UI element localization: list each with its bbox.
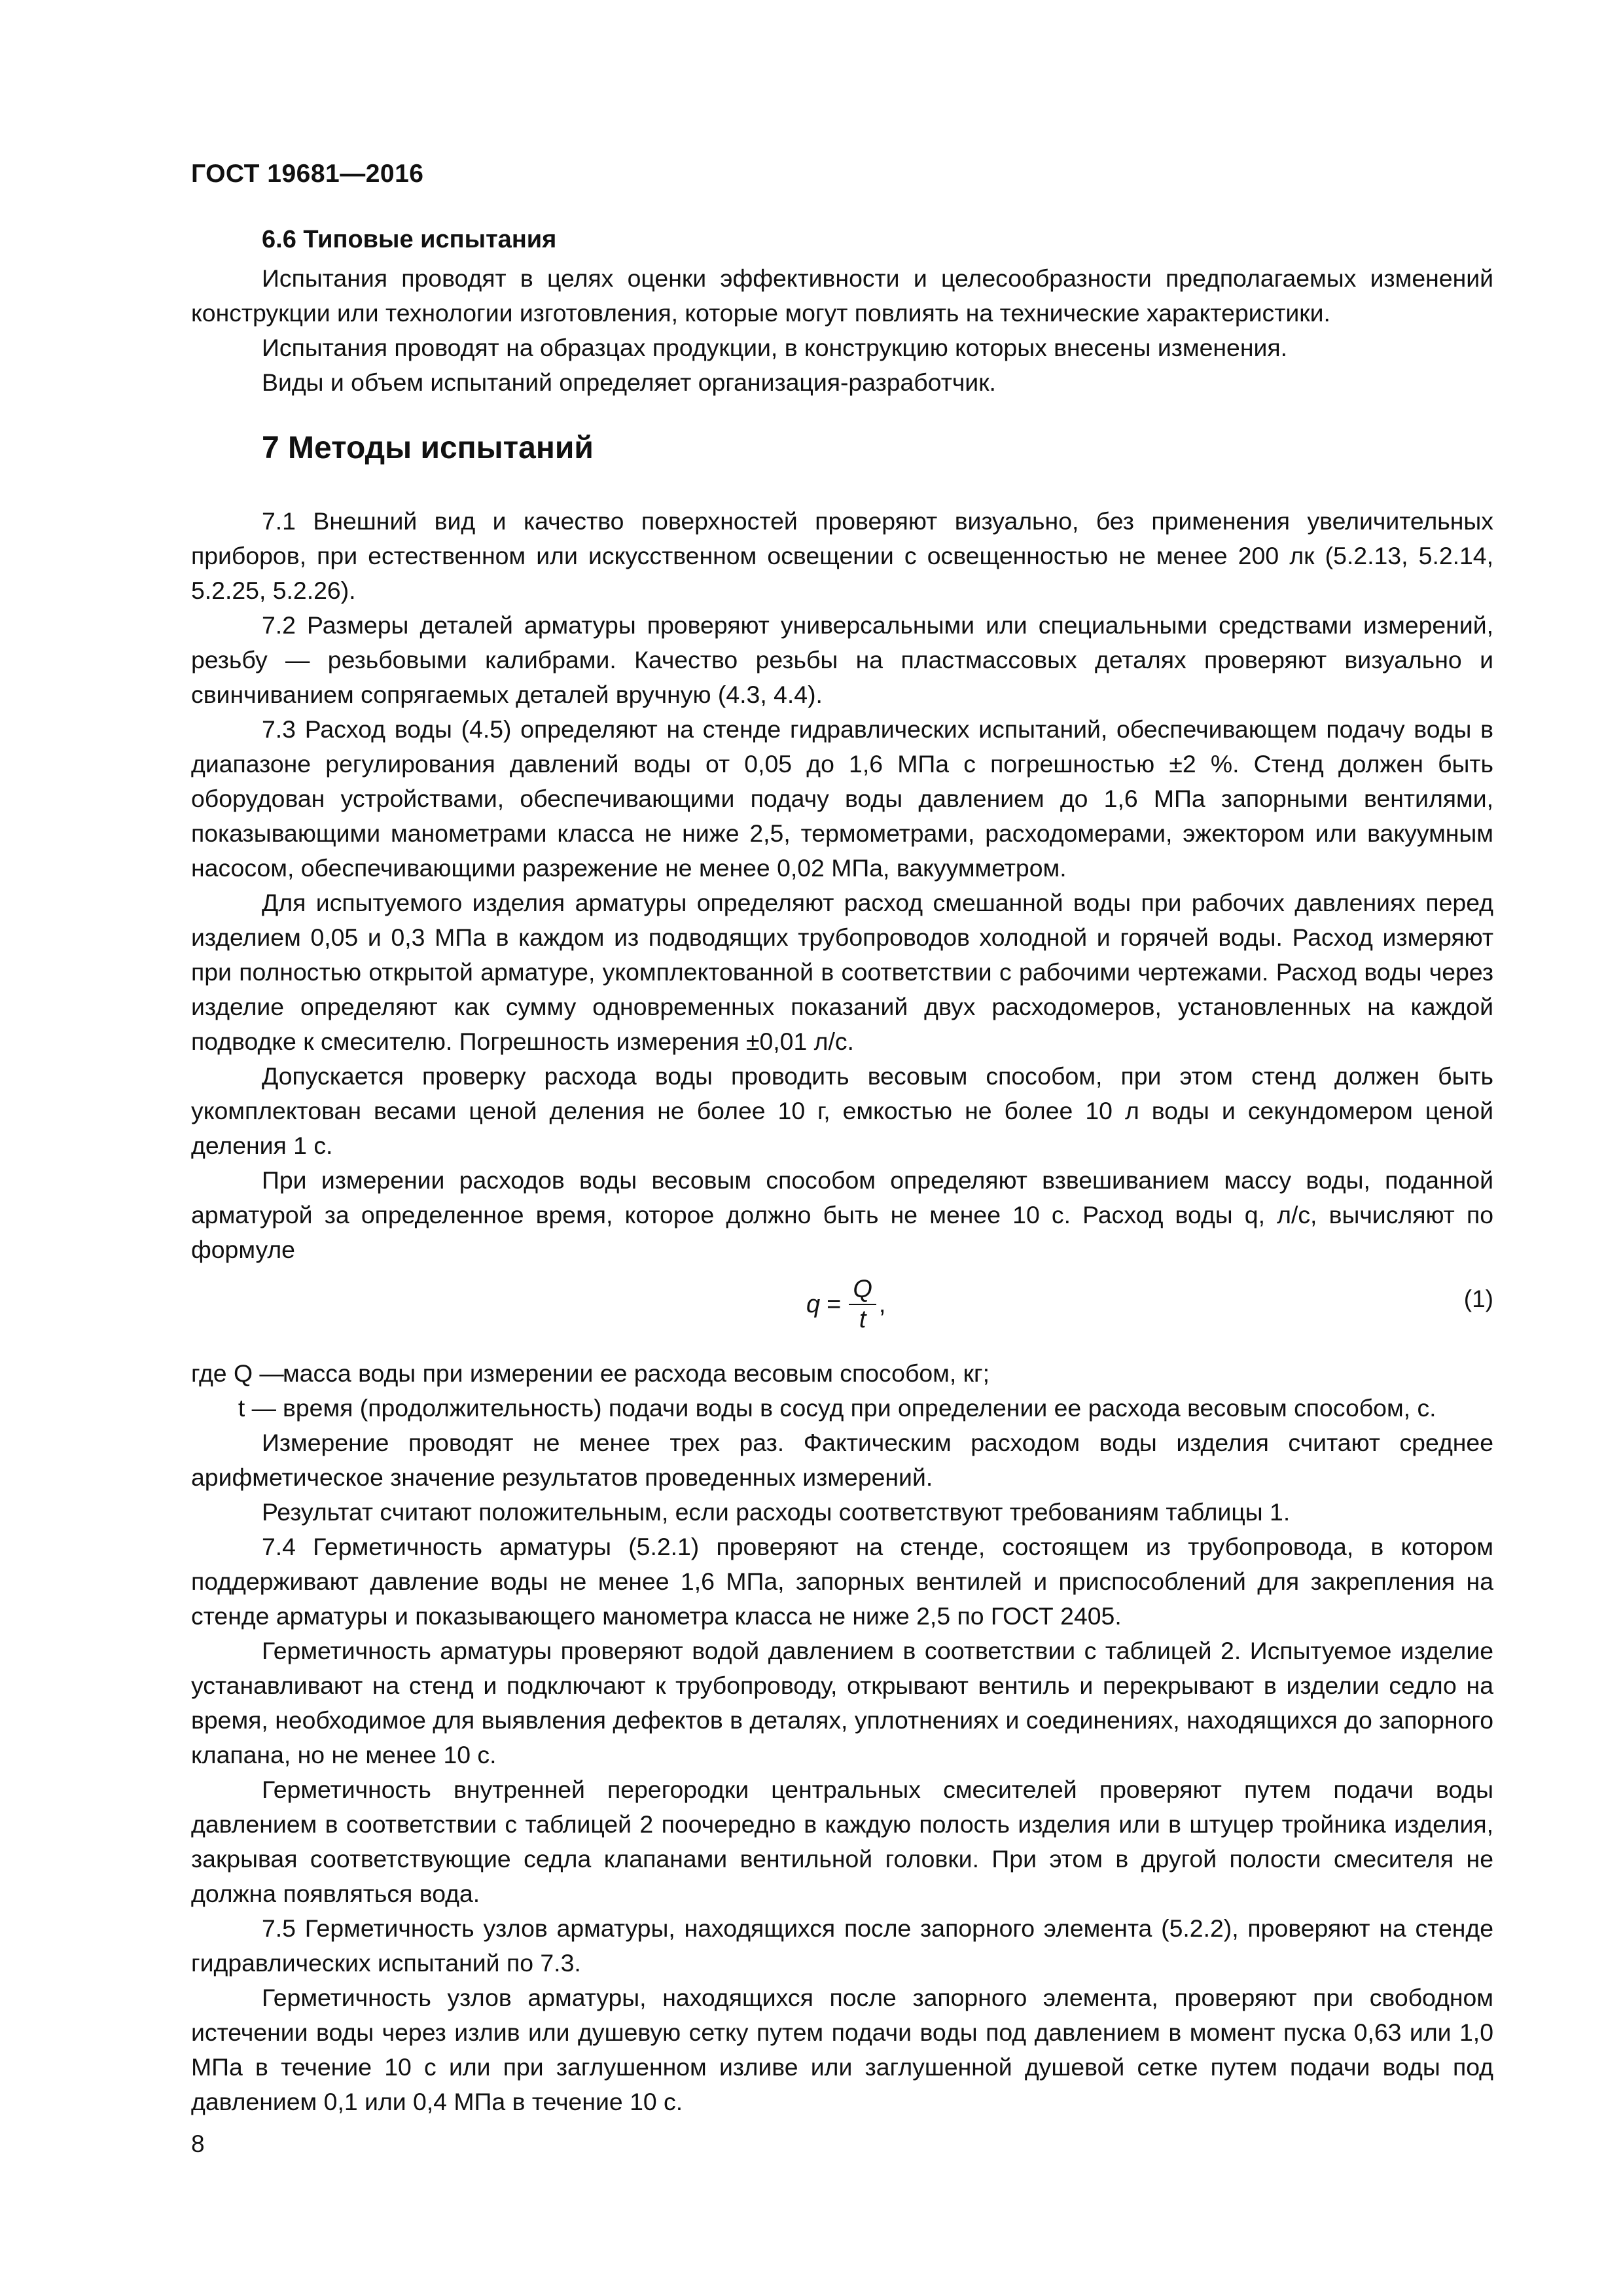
- section-heading-7: 7 Методы испытаний: [262, 431, 594, 465]
- legend-symbol-q: где Q —: [191, 1359, 284, 1387]
- paragraph-7-3: 7.3 Расход воды (4.5) определяют на стенде гидравлических испытаний, обеспечивающем подачу воды в диапазоне регулирования давлений воды от 0,05 до 1,6 МПа с погрешностью ±2 %. Стенд должен быть оборудован устройствами, обеспечивающими подачу воды давлением до 1,6 МПа запорными вентилями, показывающими манометрами класса не ниже 2,5, термометрами, расходомерами, эжектором или вакуумным насосом, обеспечивающими разрежение не менее 0,02 МПа, вакуумметром.: [191, 715, 1493, 882]
- formula-comma: ,: [878, 1290, 886, 1318]
- paragraph-6-6-3: Виды и объем испытаний определяет организация-разработчик.: [262, 368, 996, 396]
- paragraph-7-3-weighing: Допускается проверку расхода воды проводить весовым способом, при этом стенд должен быть укомплектован весами ценой деления не более 10 г, емкостью не более 10 л воды и секундомером ценой деления 1 с.: [191, 1062, 1493, 1159]
- paragraph-7-3-repeat: Измерение проводят не менее трех раз. Фактическим расходом воды изделия считают среднее арифметическое значение результатов проведенных измерений.: [191, 1429, 1493, 1491]
- legend-definition-t: время (продолжительность) подачи воды в сосуд при определении ее расхода весовым способом, с.: [283, 1394, 1436, 1422]
- formula-number: (1): [1463, 1285, 1493, 1312]
- paragraph-7-3-result: Результат считают положительным, если расходы соответствуют требованиям таблицы 1.: [262, 1498, 1291, 1526]
- formula-equals: =: [827, 1290, 842, 1318]
- formula-legend: [191, 1356, 1493, 1426]
- paragraph-7-1: 7.1 Внешний вид и качество поверхностей проверяют визуально, без применения увеличительных приборов, при естественном или искусственном освещении с освещенностью не менее 200 лк (5.2.13, 5.2.14, 5.2.25, 5.2.26).: [191, 507, 1493, 604]
- paragraph-7-3-formula-intro: При измерении расходов воды весовым способом определяют взвешиванием массу воды, поданной арматурой за определенное время, которое должно быть не менее 10 с. Расход воды q, л/с, вычисляют по формуле: [191, 1166, 1493, 1263]
- formula-fraction: [849, 1275, 876, 1334]
- subsection-heading-6-6: 6.6 Типовые испытания: [262, 226, 557, 253]
- paragraph-7-3-flow: Для испытуемого изделия арматуры определяют расход смешанной воды при рабочих давлениях перед изделием 0,05 и 0,3 МПа в каждом из подводящих трубопроводов холодной и горячей воды. Расход измеряют при полностью открытой арматуре, укомплектованной в соответствии с рабочими чертежами. Расход воды через изделие определяют как сумму одновременных показаний двух расходомеров, установленных на каждой подводке к смесителю. Погрешность измерения ±0,01 л/с.: [191, 889, 1493, 1055]
- paragraph-7-2: 7.2 Размеры деталей арматуры проверяют универсальными или специальными средствами измерений, резьбу — резьбовыми калибрами. Качество резьбы на пластмассовых деталях проверяют визуально и свинчиванием сопрягаемых деталей вручную (4.3, 4.4).: [191, 611, 1493, 708]
- formula-block: [191, 1270, 1493, 1355]
- legend-definition-q: масса воды при измерении ее расхода весовым способом, кг;: [283, 1359, 990, 1387]
- paragraph-7-4: 7.4 Герметичность арматуры (5.2.1) проверяют на стенде, состоящем из трубопровода, в котором поддерживают давление воды не менее 1,6 МПа, запорных вентилей и приспособлений для закрепления на стенде арматуры и показывающего манометра класса не ниже 2,5 по ГОСТ 2405.: [191, 1533, 1493, 1630]
- paragraph-6-6-2: Испытания проводят на образцах продукции, в конструкцию которых внесены изменения.: [262, 334, 1288, 361]
- paragraph-7-5: 7.5 Герметичность узлов арматуры, находящихся после запорного элемента (5.2.2), проверяют на стенде гидравлических испытаний по 7.3.: [191, 1914, 1493, 1977]
- formula-denominator: t: [859, 1306, 866, 1333]
- paragraph-7-5-procedure: Герметичность узлов арматуры, находящихся после запорного элемента, проверяют при свободном истечении воды через излив или душевую сетку путем подачи воды под давлением в момент пуска 0,63 или 1,0 МПа в течение 10 с или при заглушенном изливе или заглушенной душевой сетке путем подачи воды под давлением 0,1 или 0,4 МПа в течение 10 с.: [191, 1984, 1493, 2115]
- formula: [806, 1275, 885, 1334]
- paragraph-7-4-procedure: Герметичность арматуры проверяют водой давлением в соответствии с таблицей 2. Испытуемое изделие устанавливают на стенд и подключают к трубопроводу, открывают вентиль и перекрывают в изделии седло на время, необходимое для выявления дефектов в деталях, уплотнениях и соединениях, находящихся до запорного клапана, но не менее 10 с.: [191, 1637, 1493, 1768]
- page-number: 8: [191, 2130, 205, 2157]
- document-body: [191, 223, 1493, 2119]
- document-header-code: ГОСТ 19681—2016: [191, 160, 424, 188]
- formula-numerator: Q: [849, 1275, 876, 1305]
- paragraph-6-6-1: Испытания проводят в целях оценки эффективности и целесообразности предполагаемых изменений конструкции или технологии изготовления, которые могут повлиять на технические характеристики.: [191, 264, 1493, 327]
- formula-lhs: q: [806, 1290, 821, 1318]
- paragraph-7-4-partition: Герметичность внутренней перегородки центральных смесителей проверяют путем подачи воды давлением в соответствии с таблицей 2 поочередно в каждую полость изделия или в штуцер тройника изделия, закрывая соответствующие седла клапанами вентильной головки. При этом в другой полости смесителя не должна появляться вода.: [191, 1776, 1493, 1907]
- legend-symbol-t: t —: [238, 1394, 276, 1422]
